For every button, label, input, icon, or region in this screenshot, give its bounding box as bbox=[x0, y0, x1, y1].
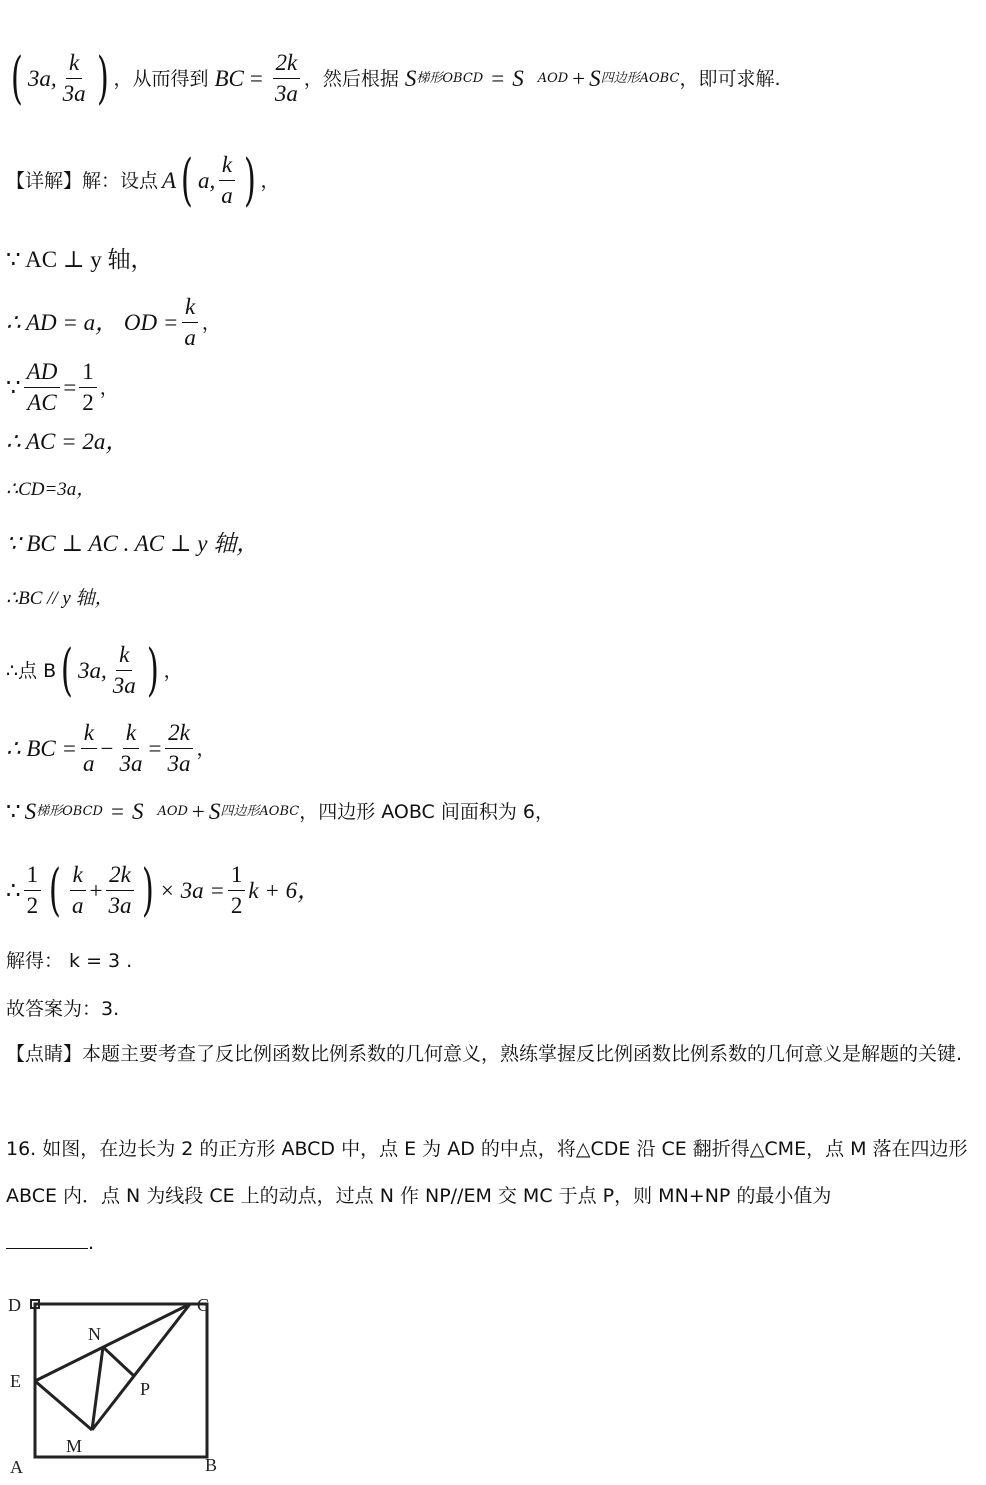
label-n: N bbox=[88, 1324, 101, 1344]
numerator: 2k bbox=[106, 860, 134, 891]
left-paren: ( bbox=[49, 857, 62, 923]
line-4: ∴ AD = a， OD = $\frac{k}{a}$ ， bbox=[6, 292, 221, 353]
fraction-k-3a bbox=[110, 640, 139, 701]
numerator: k bbox=[123, 718, 139, 749]
coord-a: a, bbox=[197, 167, 216, 193]
line-5: ∵ $\frac{AD}{AC}$ = $\frac{1}{2}$ ， bbox=[6, 357, 119, 418]
right-paren: ) bbox=[96, 45, 109, 111]
fraction-1-2 bbox=[79, 357, 97, 418]
text: ∴点 B bbox=[6, 659, 57, 682]
period: . bbox=[88, 1232, 95, 1254]
numerator: k bbox=[66, 48, 82, 79]
problem-16 bbox=[6, 1126, 982, 1267]
numerator: 1 bbox=[79, 357, 97, 388]
line-6: ∴ AC = 2a， bbox=[6, 429, 129, 454]
numerator: k bbox=[219, 150, 235, 181]
subscript: AOD bbox=[537, 70, 569, 86]
segment-em bbox=[35, 1381, 92, 1430]
comment-paragraph: 【点睛】本题主要考查了反比例函数比例系数的几何意义，熟练掌握反比例函数比例系数的几何意义是解题的关键. bbox=[6, 1043, 963, 1065]
label-a: A bbox=[10, 1457, 23, 1477]
text: × 3a = bbox=[159, 877, 225, 903]
subscript: 四边形AOBC bbox=[220, 804, 300, 819]
denominator: AC bbox=[27, 390, 57, 415]
label-d: D bbox=[8, 1295, 21, 1315]
line-14: 解得： k = 3 . bbox=[6, 950, 133, 972]
fraction-k-3a bbox=[60, 48, 89, 109]
denominator: a bbox=[83, 751, 95, 776]
denominator: 2 bbox=[230, 893, 243, 918]
fraction bbox=[117, 718, 146, 779]
numerator: k bbox=[116, 640, 132, 671]
denominator: 3a bbox=[119, 751, 143, 776]
var-a: A bbox=[162, 167, 177, 193]
numerator: 2k bbox=[273, 48, 301, 79]
segment-np bbox=[103, 1347, 134, 1376]
geometry-figure bbox=[0, 1285, 240, 1485]
line-9: ∴BC // y 轴， bbox=[6, 588, 114, 609]
text: ∴ bbox=[6, 877, 21, 903]
subscript: 四边形AOBC bbox=[600, 70, 680, 86]
line-13: ∴ $\frac{1}{2}$ ( $\frac{k}{a}$ + $\frac{2k}{3a}$ ) × 3a = $\frac{1}{2}$ k + 6， bbox=[6, 857, 321, 923]
text: ∴ AD = a， OD = bbox=[6, 309, 179, 335]
denominator: 2 bbox=[82, 390, 94, 415]
line-2: 【详解】解：设点 A ( a, $\frac{k}{a}$ ) ， bbox=[6, 147, 280, 213]
line-7: ∴CD=3a， bbox=[6, 479, 96, 500]
subscript: 梯形OBCD bbox=[416, 70, 484, 86]
right-paren: ) bbox=[142, 857, 155, 923]
numerator: AD bbox=[24, 357, 61, 388]
fraction-half bbox=[24, 860, 42, 921]
denominator: a bbox=[184, 325, 196, 350]
label-c: C bbox=[197, 1295, 210, 1315]
var-s: S bbox=[589, 65, 601, 91]
line-11: ∴ BC = $\frac{k}{a}$ − $\frac{k}{3a}$ = $\frac{2k}{3a}$ ， bbox=[6, 718, 216, 779]
left-paren: ( bbox=[10, 45, 23, 111]
text: ∵ bbox=[6, 799, 21, 824]
numerator: k bbox=[182, 292, 198, 323]
label-m: M bbox=[66, 1436, 83, 1456]
fraction bbox=[80, 718, 98, 779]
fraction-k-a bbox=[181, 292, 199, 353]
text: ，然后根据 bbox=[303, 67, 399, 90]
line-15: 故答案为：3. bbox=[6, 998, 120, 1020]
fraction-k-a bbox=[218, 150, 236, 211]
var-bc: BC bbox=[214, 65, 244, 91]
text: ∵ bbox=[6, 374, 21, 400]
answer-blank bbox=[6, 1230, 88, 1249]
fraction bbox=[165, 718, 194, 779]
denominator: a bbox=[221, 183, 233, 208]
denominator: 2 bbox=[26, 893, 39, 918]
left-paren: ( bbox=[61, 637, 74, 703]
denominator: 3a bbox=[167, 751, 191, 776]
text: ∴ BC = bbox=[6, 735, 78, 761]
left-paren: ( bbox=[180, 147, 194, 213]
text: k + 6， bbox=[248, 877, 321, 903]
right-paren: ) bbox=[243, 147, 256, 213]
coord-3a: 3a, bbox=[27, 65, 57, 91]
label-p: P bbox=[140, 1379, 151, 1399]
right-paren: ) bbox=[146, 637, 159, 703]
var-s: S bbox=[404, 65, 417, 91]
denominator: 3a bbox=[108, 893, 132, 918]
line-8: ∵ BC ⊥ AC . AC ⊥ y 轴， bbox=[6, 531, 260, 556]
denominator: 3a bbox=[112, 673, 136, 698]
fraction bbox=[105, 860, 134, 921]
coord-3a: 3a, bbox=[78, 657, 107, 683]
fraction-ad-ac bbox=[24, 357, 61, 418]
segment-mc bbox=[92, 1304, 190, 1430]
label-b: B bbox=[205, 1455, 218, 1475]
fraction-half bbox=[228, 860, 246, 921]
line-10: ∴点 B ( 3a, $\frac{k}{3a}$ ) ， bbox=[6, 637, 183, 703]
numerator: 1 bbox=[228, 860, 246, 891]
text: ，从而得到 bbox=[113, 67, 209, 90]
text: ，即可求解. bbox=[679, 67, 781, 90]
denominator: 3a bbox=[62, 81, 86, 106]
fraction-2k-3a bbox=[272, 48, 301, 109]
label-e: E bbox=[10, 1371, 21, 1391]
denominator: a bbox=[72, 893, 84, 918]
subscript: 梯形OBCD bbox=[36, 804, 103, 819]
subscript: AOD bbox=[157, 804, 188, 819]
text: ，四边形 AOBC 间面积为 6， bbox=[299, 801, 554, 823]
line-12: ∵ S 梯形OBCD = S AOD + S 四边形AOBC ，四边形 AOBC 间面积为 6， bbox=[6, 799, 554, 824]
numerator: k bbox=[70, 860, 86, 891]
square-abcd bbox=[35, 1304, 207, 1457]
numerator: 2k bbox=[165, 718, 193, 749]
denominator: 3a bbox=[274, 81, 298, 106]
numerator: 1 bbox=[24, 860, 42, 891]
line-3: ∵ AC ⊥ y 轴， bbox=[6, 247, 154, 272]
line-1: ( 3a, $\frac{k}{3a}$ ) ，从而得到 BC = $\frac{2k}{3a}$ ，然后根据 S 梯形OBCD = S AOD + S 四边形AOBC ，即可求解. bbox=[10, 45, 781, 111]
numerator: k bbox=[81, 718, 97, 749]
var-s: S bbox=[512, 65, 524, 91]
problem-text: 16. 如图，在边长为 2 的正方形 ABCD 中，点 E 为 AD 的中点，将△CDE 沿 CE 翻折得△CME，点 M 落在四边形 ABCE 内．点 N 为线段 CE 上的动点，过点 N 作 NP//EM 交 MC 于点 P，则 MN+NP 的最小值为 bbox=[6, 1138, 968, 1207]
segment-ec bbox=[35, 1304, 190, 1381]
fraction bbox=[69, 860, 87, 921]
detail-label: 【详解】解：设点 bbox=[6, 169, 159, 192]
